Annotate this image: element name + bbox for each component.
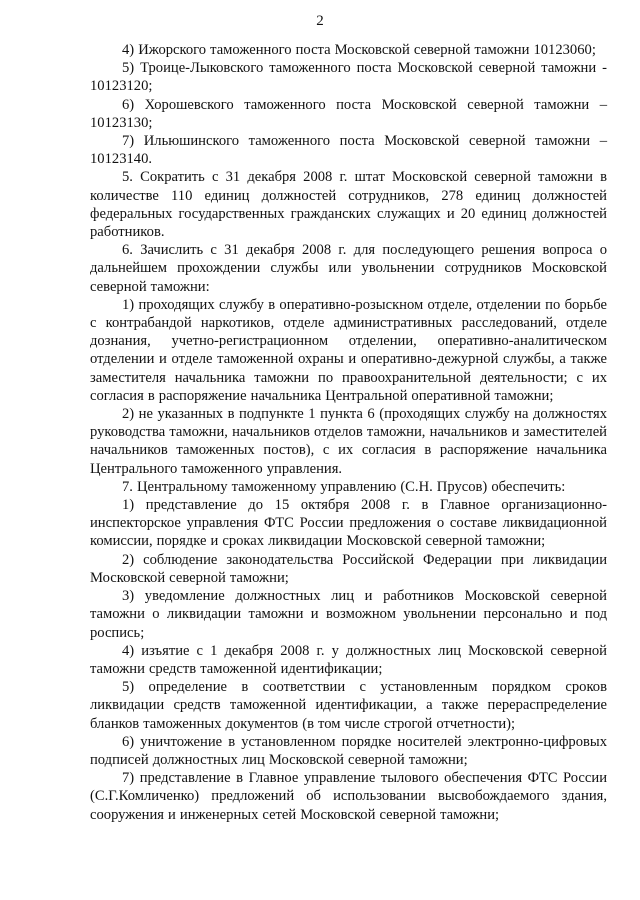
paragraph-point-7-heading: 7. Центральному таможенному управлению (С.Н. Прусов) обеспечить: (122, 478, 566, 495)
paragraph-item-5-troitse-lykovsky: 5) Троице-Лыковского таможенного поста Московской северной таможни - 10123120; (90, 60, 607, 95)
paragraph-point-6-sub-1: 1) проходящих службу в оперативно-розыскном отделе, отделении по борьбе с контрабандой наркотиков, отделе административных расследований, отделе дознания, учетно-регистрационном отделении, оперативно-аналитическом отделении и отделе таможенной охраны и оперативно-дежурной службы, а также заместителя начальника таможни по правоохранительной деятельности; с их согласия в распоряжение начальника Центральной оперативной таможни; (90, 296, 607, 404)
paragraph-point-7-sub-4: 4) изъятие с 1 декабря 2008 г. у должностных лиц Московской северной таможни средств таможенной идентификации; (90, 642, 607, 677)
paragraph-point-7-sub-1: 1) представление до 15 октября 2008 г. в Главное организационно-инспекторское управления ФТС России предложения о составе ликвидационной комиссии, порядке и сроках ликвидации Московской северной таможни; (90, 497, 607, 550)
paragraph-item-7-ilyushinsky: 7) Ильюшинского таможенного поста Московской северной таможни – 10123140. (90, 133, 607, 168)
document-body (90, 41, 607, 824)
paragraph-point-5-staff-reduction: 5. Сократить с 31 декабря 2008 г. штат Московской северной таможни в количестве 110 единиц должностей сотрудников, 278 единиц должностей федеральных государственных гражданских служащих и 20 единиц должностей работников. (90, 169, 607, 241)
paragraph-point-6-enrollment: 6. Зачислить с 31 декабря 2008 г. для последующего решения вопроса о дальнейшем прохождении службы или увольнении сотрудников Московской северной таможни: (90, 242, 607, 295)
paragraph-point-7-sub-7: 7) представление в Главное управление тылового обеспечения ФТС России (С.Г.Комличенко) предложений об использовании высвобождаемого здания, сооружения и инженерных сетей Московской северной таможни; (90, 770, 607, 823)
paragraph-point-7-sub-5: 5) определение в соответствии с установленным порядком сроков ликвидации средств таможенной идентификации, а также перераспределение бланков таможенных документов (в том числе строгой отчетности); (90, 679, 607, 732)
page-number: 2 (316, 13, 324, 29)
paragraph-item-4-izhorsky: 4) Ижорского таможенного поста Московской северной таможни 10123060; (122, 42, 596, 58)
paragraph-point-7-sub-3: 3) уведомление должностных лиц и работников Московской северной таможни о ликвидации таможни и возможном увольнении персонально и под роспись; (90, 588, 607, 641)
paragraph-point-6-sub-2: 2) не указанных в подпункте 1 пункта 6 (проходящих службу на должностях руководства таможни, начальников отделов таможни, начальников и заместителей начальников таможенных постов), с их согласия в распоряжение начальника Центрального таможенного управления. (90, 406, 607, 477)
paragraph-point-7-sub-6: 6) уничтожение в установленном порядке носителей электронно-цифровых подписей должностных лиц Московской северной таможни; (90, 733, 607, 768)
paragraph-item-6-khoroshevsky: 6) Хорошевского таможенного поста Московской северной таможни – 10123130; (90, 96, 607, 131)
paragraph-point-7-sub-2: 2) соблюдение законодательства Российской Федерации при ликвидации Московской северной таможни; (90, 551, 607, 586)
